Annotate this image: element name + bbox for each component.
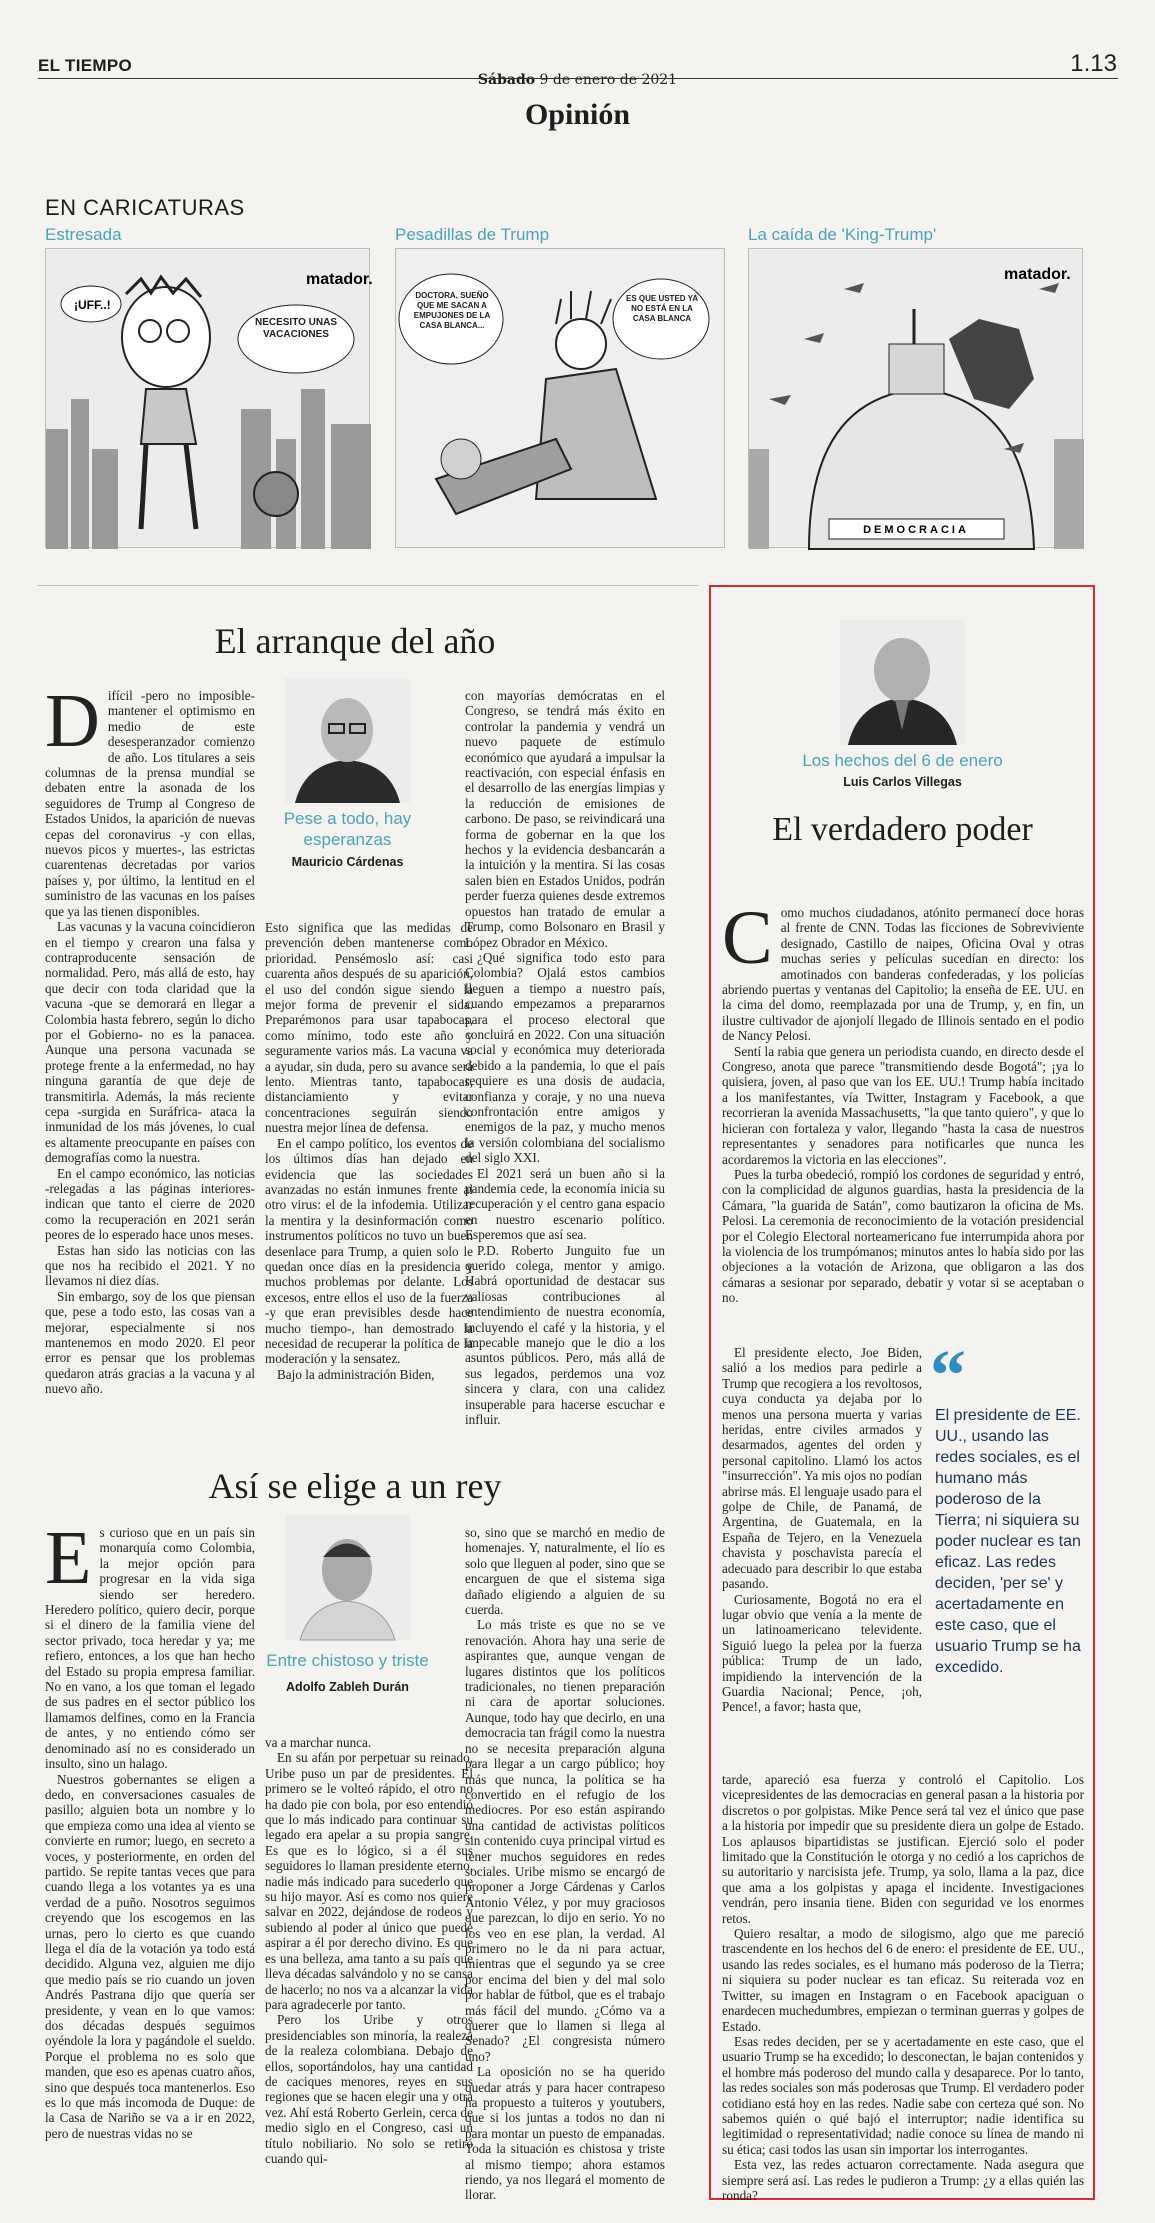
article-1-paragraph: con mayorías demócratas en el Congreso, se tendrá más éxito en controlar la pandemia y vendrá un nuevo paquete de estímulo económico que ayudará a impulsar la reactivación, con especial énfasis en el desarrollo de las energías limpias y la reducción de emisiones de carbono. De paso, se reivindicará una forma de gobernar en la que los hechos y la evidencia desbancarán a la intuición y la mentira. Si las cosas salen bien en Estados Unidos, podrán perder fuerza quienes desde extremos opuestos han tratado de emular a Trump, como Bolsonaro en Brasil y López Obrador en México.	[465, 688, 665, 950]
article-1-paragraph: Sin embargo, soy de los que piensan que, pese a todo esto, las cosas van a mejorar, especialmente si nos mantenemos en modo 2020. El peor error es pensar que los problemas quedaron atrás gracias a la vacuna y al nuevo año.	[45, 1288, 255, 1397]
article-3-paragraph: Quiero resaltar, a modo de silogismo, algo que me pareció trascendente en los hechos del 6 de enero: el presidente de EE. UU., usando las redes sociales, es el humano más poderoso de la Tierra; ni siquiera su poder nuclear es tan eficaz. Su reiterada voz en Twitter, su imagen en Instagram o en Facebook apaciguan o enardecen muchedumbres, empiezan o terminan guerras y golpes de Estado.	[722, 1926, 1084, 2034]
cartoon-estresada	[45, 248, 373, 548]
article-1-paragraph: En el campo político, los eventos de los últimos días han dejado en evidencia que las sociedades avanzadas no están inmunes frente al otro virus: el de la infodemia. Utilizar la mentira y la desinformación como instrumentos políticos no tuvo un buen desenlace para Trump, a quien solo le quedan once días en la presidencia y muchos problemas por delante. Los excesos, entre ellos el uso de la fuerza -y que eran previsibles desde hace mucho tiempo-, han demostrado la necesidad de recuperar la política de la moderación y la sensatez.	[265, 1135, 473, 1367]
cartoon-1-signature: matador.	[306, 271, 373, 288]
article-2-col-1	[45, 1516, 255, 2215]
article-1-paragraph: Esto significa que las medidas de prevención deben mantenerse como prioridad. Pensémoslo así: casi cuarenta años después de su aparición, el uso del condón sigue siendo la mejor forma de prevenir el sida. Preparémonos para usar tapabocas, como mínimo, todo este año y seguramente varios más. La vacuna va a ayudar, sin duda, pero su avance será lento. Mientras tanto, tapabocas, distanciamiento y evitar concentraciones seguirán siendo nuestra mejor línea de defensa.	[265, 920, 473, 1136]
article-3-paragraph: Esta vez, las redes actuaron correctamente. Nada asegura que siempre será así. Las redes le pudieron a Trump: ¿y a ellas quién las ronda?	[722, 2157, 1084, 2203]
article-3-paragraph: Esas redes deciden, per se y acertadamente en este caso, que el usuario Trump se ha excedido; lo desconectan, le bajan contenidos y el hombre más poderoso del mundo calla y desaparece. Por lo tanto, las redes sociales son más poderosas que Trump. El verdadero poder cotidiano está hoy en las redes. Nadie sabe con certeza qué son. No sabemos quién o qué bajó el interruptor; nadie identifica su legitimidad o representatividad; nadie conoce su línea de mando ni su ética; casi todos las usan sin importar los interrogantes.	[722, 2033, 1084, 2157]
article-3-paragraph: Sentí la rabia que genera un periodista cuando, en directo desde el Congreso, anota que parece "transmitiendo desde Bogotá"; ¡ya lo quisiera, joven, al paso que van los EE. UU.! Trump había incitado a los manifestantes, vía Twitter, Instagram y Facebook, a que recorrieran la avenida Massachusetts, "la que tanto quiero", y que lo hicieran con fortaleza y valor, llegando "hasta la casa de nuestros representantes y senadores para notificarles que nunca les acordaremos la victoria en las elecciones".	[722, 1043, 1084, 1167]
article-2-paragraph: Nuestros gobernantes se eligen a dedo, en conversaciones casuales de pasillo; alguien bota un nombre y lo que empieza como una idea al viento se convierte en rumor; luego, en secreto a voces, y posteriormente, en orden del partido. Se repite tantas veces que para cuando llega a los votantes ya es una verdad de a puño. Nosotros seguimos creyendo que los escogemos en las urnas, pero lo cierto es que cuando llega el día de la votación ya todo está decidido. Alguna vez, alguien me dijo que medio país se rio cuando un joven Andrés Pastrana dijo que quería ser presidente, y vean en lo que vamos: dos décadas después seguimos oyéndole la lora y pagándole el sueldo. Porque el problema no es solo que manden, que eso es apenas cuatro años, sino que después toca mantenerlos. Eso es lo que más incomoda de Duque: de la Casa de Nariño se va a ir en 2022, pero de nuestras vidas no se	[45, 1771, 255, 2141]
cartoon-title-2: Pesadillas de Trump	[395, 225, 550, 244]
cartoon-3-signature: matador.	[1004, 266, 1071, 283]
article-1-author: Mauricio Cárdenas	[291, 855, 404, 869]
article-1-kicker: Pese a todo, hay esperanzas	[283, 809, 412, 849]
article-2-paragraph: so, sino que se marchó en medio de homenajes. Y, naturalmente, el lío es solo que lleguen al poder, sino que se encarguen de que el sistema siga dañado eligiendo a alguien de su cuerda.	[465, 1525, 665, 1618]
article-1-col-2	[265, 920, 473, 1408]
article-1-paragraph: En el campo económico, las noticias -relegadas a las páginas interiores- indican que tanto el cierre de 2020 como la recuperación en 2021 serán peores de lo esperado hace unos meses.	[45, 1165, 255, 1243]
article-3-dropcap: C	[722, 896, 773, 980]
article-3-lead	[722, 896, 1084, 1345]
cartoons-heading: EN CARICATURAS	[45, 195, 245, 220]
article-3-title: El verdadero poder	[772, 811, 1033, 848]
date-day: Sábado	[477, 72, 536, 88]
cartoon-2-bubble-1: DOCTORA, SUEÑO QUE ME SACAN A EMPUJONES DE LA CASA BLANCA...	[413, 291, 491, 330]
article-2-paragraph: va a marchar nunca.	[265, 1735, 372, 1750]
article-3-paragraph: omo muchos ciudadanos, atónito permanecí doce horas al frente de CNN. Todas las ficciones de Sobreviviente designado, Castillo de naipes, Oficina Oval y otras muchas series y películas sucedían en directo: los amotinados con banderas confederadas, y los policías abriendo puertas y ventanas del Capitolio; la enseña de EE. UU. en la cima del domo, reemplazada por una de Trump, y, en fin, un ilustre cultivador de ajonjolí llegado de Illinois sentado en el podio de Nancy Pelosi.	[722, 905, 1084, 1044]
article-1-paragraph: ifícil -pero no imposible- mantener el optimismo en medio de este desesperanzador comienzo de año. Los titulares a seis columnas de la prensa mundial se debaten entre la asonada de los seguidores de Trump al Congreso de Estados Unidos, la aparición de nuevas cepas del coronavirus -y con ellas, nuevos picos y muertes-, las estrictas cuarentenas decretadas por varios países y, por último, la lentitud en el suministro de las vacunas en los países que ya las tienen disponibles.	[45, 688, 255, 919]
article-1-paragraph: Estas han sido las noticias con las que nos ha recibido el 2021. Y no llevamos ni diez días.	[45, 1242, 255, 1289]
article-1-paragraph: El 2021 será un buen año si la pandemia cede, la economía inicia su recuperación y el centro gana espacio en nuestro escenario político. Esperemos que así sea.	[465, 1165, 665, 1243]
cartoon-title-1: Estresada	[45, 225, 122, 244]
article-3-paragraph: tarde, apareció esa fuerza y controló el Capitolio. Los vicepresidentes de las democracias en general pasan a la historia por discretos o por golpistas. Mike Pence será tal vez el único que pase a la historia por impedir que su presidente diera un golpe de Estado. Los aplausos bipartidistas se justifican. Ejerció solo el poder limitado que la Constitución le otorga y no cedió a los caprichos de su autoritario y narcisista jefe. Trump, ya solo, llama a la paz, dice que ama a los golpistas y apaga el incidente. Investigaciones vendrán, pero insania tiene. Biden con seguridad ve los enormes retos.	[722, 1772, 1084, 1926]
article-2-paragraph: En su afán por perpetuar su reinado, Uribe puso un par de presidentes. El primero se le volteó rápido, el otro no ha dado pie con bola, por eso entendió que lo más indicado para continuar su legado era apelar a su propia sangre. Es que es lo lógico, si a él sus seguidores lo llaman presidente eterno, nadie más indicado para sucederlo que su hijo mayor. Así es como nos quiere salvar en 2022, dejándose de rodeos y subiendo al poder al único que puede aspirar a él por derecho divino. Es que es una belleza, ama tanto a su país que lleva décadas salvándolo y no se cansa de hacerlo; no nos va a alcanzar la vida para agradecerle por tanto.	[265, 1750, 473, 2012]
cartoon-2-bubble-2: ES QUE USTED YA NO ESTÁ EN LA CASA BLANCA	[625, 294, 699, 323]
article-2-paragraph: Pero los Uribe y otros presidenciables son minoría, la realeza de la realeza colombiana. Debajo de ellos, soportándolos, hay una cantidad de caciques menores, reyes en sus regiones que se hacen elegir una y otra vez. Ahí está Roberto Gerlein, cerca de medio siglo en el Congreso, casi un título nobiliario. No solo se retiró cuando qui-	[265, 2012, 473, 2166]
article-2-author: Adolfo Zableh Durán	[286, 1680, 409, 1694]
author-portrait-icon	[840, 620, 965, 745]
dome-label: DEMOCRACIA	[863, 524, 969, 536]
article-3-mid	[722, 1345, 922, 1770]
page-number: 1.13	[1070, 50, 1117, 77]
edition-date	[0, 72, 1155, 88]
cartoon-3-drawing	[749, 249, 1084, 549]
article-3-paragraph: Pues la turba obedeció, rompió los cordones de seguridad y entró, con la complicidad de algunos guardias, hasta la presidencia de la Cámara, "la guarida de Satán", como bautizaron la oficina de Ms. Pelosi. La ceremonia de reconocimiento de la votación presidencial por el Colegio Electoral norteamericano fue interrumpida ahora por la violencia de los trumpómanos; minutos antes lo había sido por las objeciones a la votación de Arizona, que obligaron a las dos cámaras a sesionar por separado, debatir y votar si se aceptaban o no.	[722, 1166, 1084, 1306]
cartoon-king-trump	[748, 248, 1083, 548]
article-1-title: El arranque del año	[214, 621, 496, 661]
article-3-bottom	[722, 1772, 1084, 2203]
article-2-kicker: Entre chistoso y triste	[266, 1651, 429, 1670]
author-portrait-icon	[285, 678, 410, 803]
author-photo-zableh	[285, 1515, 410, 1640]
author-photo-cardenas	[285, 678, 410, 803]
article-1-paragraph: ¿Qué significa todo esto para Colombia? Ojalá estos cambios lleguen a tiempo a nuestro país, cuando empezamos a prepararnos para el proceso electoral que concluirá en 2022. Con una situación social y económica muy deteriorada debido a la pandemia, lo que el país requiere es una dosis de audacia, confianza y coraje, y no una nueva confrontación entre amigos y enemigos de la paz, y mucho menos la versión colombiana del socialismo del siglo XXI.	[465, 949, 665, 1166]
cartoon-1-bubble-2: NECESITO UNAS VACACIONES	[254, 317, 338, 340]
article-2-paragraph: La oposición no se ha querido quedar atrás y para hacer contrapeso ha propuesto a tuiteros y youtubers, que si los juntas a todos no dan ni para montar un puesto de empanadas. Toda la situación es chistosa y triste al mismo tiempo; ahora estamos riendo, ya nos llegará el momento de llorar.	[465, 2064, 665, 2203]
cartoon-1-drawing	[46, 249, 371, 549]
cartoon-title-3: La caída de 'King-Trump'	[748, 225, 937, 244]
cartoon-pesadillas	[395, 248, 725, 548]
article-3-kicker: Los hechos del 6 de enero	[802, 751, 1003, 770]
article-3-author: Luis Carlos Villegas	[843, 775, 962, 789]
quote-mark-icon: “	[930, 1335, 966, 1415]
cartoon-1-bubble-1: ¡UFF..!	[74, 298, 111, 312]
article-2-col-2	[265, 1735, 473, 2215]
article-1-paragraph: Las vacunas y la vacuna coincidieron en el tiempo y crearon una falsa y contraproducente sensación de normalidad. Pero, más allá de esto, hay que decir con toda claridad que la vacuna -que se demorará en llegar a Colombia hasta febrero, según lo dicho por el Gobierno- no es la panacea. Aunque una persona vacunada se protege frente a la enfermedad, no hay ninguna garantía de que deje de transmitirla. Además, la más reciente cepa -surgida en Suráfrica- ataca la inmunidad de los más jóvenes, lo cual es altamente preocupante en países con demografías como la nuestra.	[45, 919, 255, 1166]
article-2-paragraph: Lo más triste es que no se ve renovación. Ahora hay una serie de aspirantes que, aunque vengan de lugares distintos que los políticos tradicionales, no tienen preparación ni cara de aportar soluciones. Aunque, todo hay que decirlo, en una democracia tan frágil como la nuestra no se necesita preparación alguna para llegar a un cargo público; hoy más que nunca, la política se ha convertido en el refugio de los mediocres. Por eso están aspirando una cantidad de activistas políticos sin contenido cuya principal virtud es tener muchos seguidores en redes sociales. Uribe mismo se encargó de proponer a Jorge Cárdenas y Carlos Antonio Vélez, y por muy graciosos que parezcan, lo dijo en serio. Yo no los veo en ese plan, la verdad. Al primero no le da ni para actuar, mientras que el segundo ya se cree por encima del bien y del mal solo por hablar de fútbol, que es el trabajo más fácil del mundo. ¿Cómo va a querer que lo llamen si llega al Senado? ¿El congresista número uno?	[465, 1617, 665, 2064]
article-1-dropcap: D	[45, 679, 100, 763]
masthead-brand: EL TIEMPO	[38, 56, 133, 75]
article-3-paragraph: Curiosamente, Bogotá no era el lugar obvio que venía a la mente de un latinoamericano televidente. Siguió luego la pelea por la fuerza pública: Trump de un lado, impidiendo la intervención de la Guardia Nacional; Pence, ¡oh, Pence!, a favor; hasta que,	[722, 1591, 922, 1715]
article-1-paragraph: Bajo la administración Biden,	[277, 1366, 435, 1382]
article-2-col-3	[465, 1525, 665, 2215]
article-1-paragraph: P.D. Roberto Junguito fue un querido colega, mentor y amigo. Habrá oportunidad de destacar sus valiosas contribuciones al entendimiento de nuestra economía, incluyendo el café y la historia, y el impecable manejo que le dio a los asuntos públicos. Pero, más allá de sus legados, perdemos una voz sincera y clara, con una calidez insuperable para hacerse escuchar e influir.	[465, 1242, 665, 1428]
section-divider	[38, 585, 698, 586]
date-rest: 9 de enero de 2021	[539, 72, 678, 88]
article-2-title: Así se elige a un rey	[208, 1466, 502, 1506]
author-portrait-icon	[285, 1515, 410, 1640]
article-1-col-1	[45, 679, 255, 1408]
pull-quote: El presidente de EE. UU., usando las redes sociales, es el humano más poderoso de la Tierra; ni siquiera su poder nuclear es tan eficaz. Las redes deciden, 'per se' y acertadamente en este caso, que el usuario Trump se ha excedido.	[935, 1407, 1081, 1676]
article-3-paragraph: El presidente electo, Joe Biden, salió a los medios para pedirle a Trump que recogiera a los revoltosos, cuya conducta ya dejaba por lo menos una persona muerta y varias heridas, entre civiles armados y desarmados, agentes del orden y personal capitolino. Llamó los actos "insurrección". Ya mis ojos no podían abrirse más. El lenguaje usado para el golpe de Chile, de Panamá, de Argentina, de Guatemala, en la España de Tejero, en la Venezuela chavista y poschavista parecía el adecuado para describir lo que estaba pasando.	[722, 1345, 922, 1592]
author-photo-villegas	[840, 620, 965, 745]
article-2-dropcap: E	[45, 1516, 92, 1600]
article-2-paragraph: s curioso que en un país sin monarquía como Colombia, la mejor opción para progresar en la vida siga siendo ser heredero. Heredero político, quiero decir, porque si el dinero de la familia viene del sector privado, toca heredar y ya; me refiero, entonces, a los que han hecho del Estado su propia empresa familiar. No en vano, a los que toman el legado de sus padres en el sector público los llamamos delfines, como en la Francia de antes, y no entiendo cómo ser denominado así no es considerado un insulto, sino un halago.	[45, 1525, 255, 1772]
article-1-col-3	[465, 688, 665, 1428]
header-rule	[38, 78, 1118, 79]
section-title: Opinión	[524, 98, 631, 131]
